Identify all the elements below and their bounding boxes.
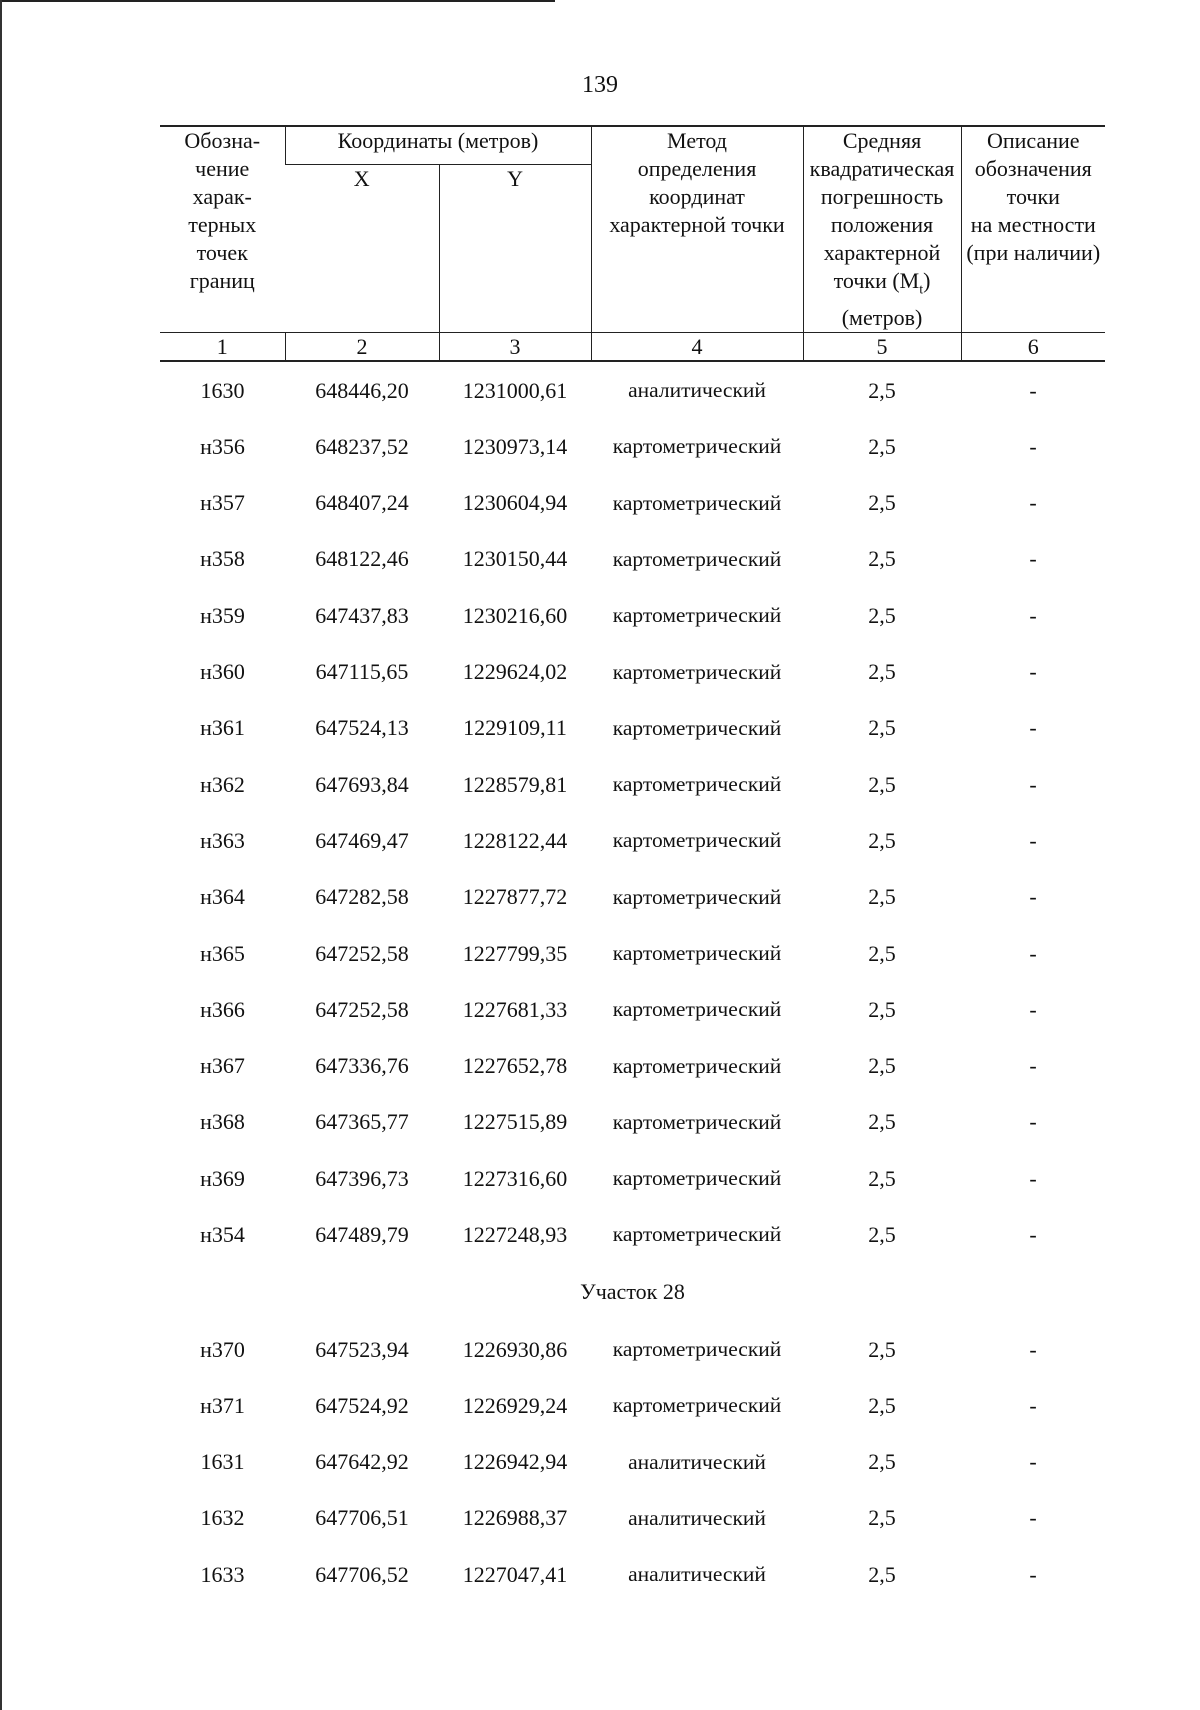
- cell-x: 647489,79: [315, 1221, 409, 1247]
- cell-description: -: [1029, 827, 1037, 853]
- header-line: точки: [1006, 184, 1060, 209]
- header-line: [804, 267, 961, 304]
- cell-y: 1228122,44: [462, 827, 568, 853]
- cell-method: картометрический: [612, 434, 782, 459]
- cell-x: 647706,52: [315, 1561, 409, 1587]
- cell-method: аналитический: [628, 378, 766, 403]
- table-row: [160, 1378, 1105, 1434]
- cell-description: -: [1029, 1165, 1037, 1191]
- table-row: [160, 1434, 1105, 1490]
- cell-error: 2,5: [868, 771, 896, 797]
- cell-error: 2,5: [868, 1165, 896, 1191]
- cell-y: 1226930,86: [462, 1336, 568, 1362]
- cell-x: 647252,58: [315, 996, 409, 1022]
- cell-x: 647469,47: [315, 827, 409, 853]
- header-point-designation: [160, 126, 285, 333]
- header-line: Средняя: [842, 128, 922, 153]
- cell-y: 1227877,72: [462, 884, 568, 910]
- cell-error: 2,5: [868, 1221, 896, 1247]
- column-number: 4: [591, 333, 803, 362]
- cell-point: н364: [200, 884, 245, 910]
- cell-x: 647282,58: [315, 884, 409, 910]
- table-row: [160, 475, 1105, 531]
- table-row: [160, 1094, 1105, 1150]
- column-number: 1: [160, 333, 285, 362]
- header-method: [591, 126, 803, 333]
- cell-point: н366: [200, 996, 245, 1022]
- header-x: X: [353, 166, 370, 192]
- cell-description: -: [1029, 1449, 1037, 1475]
- table-row: [160, 1321, 1105, 1377]
- cell-y: 1230604,94: [462, 490, 568, 516]
- cell-point: н359: [200, 602, 245, 628]
- cell-y: 1227799,35: [462, 940, 568, 966]
- header-line: характерной: [823, 240, 941, 265]
- cell-method: аналитический: [628, 1449, 766, 1474]
- cell-method: картометрический: [612, 490, 782, 515]
- cell-method: картометрический: [612, 941, 782, 965]
- cell-point: 1630: [200, 377, 245, 403]
- cell-x: 647252,58: [315, 940, 409, 966]
- cell-method: аналитический: [628, 1562, 766, 1587]
- cell-error: 2,5: [868, 602, 896, 628]
- header-line: положения: [830, 212, 934, 237]
- cell-x: 648237,52: [315, 433, 409, 459]
- header-coordinates: Координаты (метров): [285, 126, 591, 165]
- table-row: [160, 1547, 1105, 1603]
- cell-x: 647524,13: [315, 715, 409, 741]
- cell-method: картометрический: [612, 1222, 782, 1247]
- cell-y: 1230150,44: [462, 546, 568, 572]
- table-header: [160, 126, 1105, 361]
- cell-error: 2,5: [868, 490, 896, 516]
- cell-point: н358: [200, 546, 245, 572]
- cell-point: н363: [200, 827, 245, 853]
- cell-x: 647524,92: [315, 1392, 409, 1418]
- coordinates-table: [160, 125, 1105, 1603]
- cell-description: -: [1029, 546, 1037, 572]
- cell-description: -: [1029, 1336, 1037, 1362]
- cell-y: 1231000,61: [462, 377, 568, 403]
- cell-method: картометрический: [612, 715, 782, 740]
- table-row: [160, 1151, 1105, 1207]
- header-subscript: t: [919, 282, 924, 298]
- cell-x: 647523,94: [315, 1336, 409, 1362]
- cell-description: -: [1029, 490, 1037, 516]
- header-line: квадратическая: [809, 156, 955, 181]
- cell-description: -: [1029, 1505, 1037, 1531]
- cell-x: 647365,77: [315, 1109, 409, 1135]
- header-line: характерной точки: [609, 212, 785, 237]
- cell-y: 1226942,94: [462, 1449, 568, 1475]
- cell-description: -: [1029, 1053, 1037, 1079]
- cell-y: 1227047,41: [462, 1561, 568, 1587]
- cell-point: н357: [200, 490, 245, 516]
- cell-description: -: [1029, 602, 1037, 628]
- cell-method: картометрический: [612, 828, 782, 853]
- header-line: харак-: [192, 184, 252, 209]
- cell-point: н370: [200, 1336, 245, 1362]
- table-row: [160, 700, 1105, 756]
- cell-error: 2,5: [868, 433, 896, 459]
- cell-y: 1226988,37: [462, 1505, 568, 1531]
- cell-y: 1230973,14: [462, 433, 568, 459]
- cell-y: 1227681,33: [462, 996, 568, 1022]
- section-block: [160, 1263, 1105, 1321]
- cell-description: -: [1029, 940, 1037, 966]
- header-line: (при наличии): [966, 240, 1101, 265]
- table-body-part2: [160, 1321, 1105, 1602]
- column-number: 5: [803, 333, 961, 362]
- cell-x: 648407,24: [315, 490, 409, 516]
- cell-y: 1227515,89: [462, 1109, 568, 1135]
- header-y: Y: [439, 165, 591, 333]
- header-line: на местности: [970, 212, 1096, 237]
- cell-description: -: [1029, 1561, 1037, 1587]
- cell-y: 1230216,60: [462, 602, 568, 628]
- cell-method: картометрический: [612, 603, 782, 628]
- header-line: погрешность: [820, 184, 944, 209]
- cell-point: н371: [200, 1392, 245, 1418]
- cell-description: -: [1029, 771, 1037, 797]
- header-mean-square-error: [803, 126, 961, 333]
- cell-error: 2,5: [868, 546, 896, 572]
- cell-x: 647115,65: [315, 659, 409, 685]
- header-line: границ: [189, 268, 255, 293]
- cell-error: 2,5: [868, 827, 896, 853]
- cell-error: 2,5: [868, 1109, 896, 1135]
- table-row: [160, 925, 1105, 981]
- header-line: Описание: [986, 128, 1080, 153]
- cell-description: -: [1029, 884, 1037, 910]
- header-line: точек: [196, 240, 248, 265]
- cell-method: картометрический: [612, 1109, 782, 1134]
- cell-method: картометрический: [612, 659, 782, 684]
- cell-method: картометрический: [612, 1053, 782, 1078]
- header-line: координат: [649, 184, 745, 209]
- header-line: терных: [188, 212, 257, 237]
- cell-y: 1229109,11: [463, 715, 567, 741]
- cell-description: -: [1029, 1221, 1037, 1247]
- cell-error: 2,5: [868, 884, 896, 910]
- cell-point: н361: [200, 715, 245, 741]
- cell-x: 647693,84: [315, 771, 409, 797]
- cell-x: 647706,51: [315, 1505, 409, 1531]
- cell-point: н354: [200, 1221, 245, 1247]
- cell-method: картометрический: [612, 884, 782, 909]
- cell-description: -: [1029, 1109, 1037, 1135]
- table-row: [160, 1207, 1105, 1263]
- header-line: чение: [195, 156, 250, 181]
- cell-y: 1228579,81: [462, 771, 568, 797]
- cell-y: 1227316,60: [462, 1165, 568, 1191]
- header-line: обозначения: [974, 156, 1092, 181]
- cell-y: 1226929,24: [462, 1392, 568, 1418]
- table-row: [160, 1490, 1105, 1546]
- cell-description: -: [1029, 1392, 1037, 1418]
- cell-error: 2,5: [868, 940, 896, 966]
- cell-error: 2,5: [868, 377, 896, 403]
- table-row: [160, 756, 1105, 812]
- cell-x: 647336,76: [315, 1053, 409, 1079]
- cell-x: 648446,20: [315, 377, 409, 403]
- table-row: [160, 361, 1105, 418]
- header-text: ): [923, 268, 931, 293]
- cell-description: -: [1029, 433, 1037, 459]
- table-row: [160, 813, 1105, 869]
- column-numbers-row: [160, 333, 1105, 362]
- cell-method: картометрический: [612, 772, 782, 797]
- cell-error: 2,5: [868, 1449, 896, 1475]
- cell-point: 1632: [200, 1505, 245, 1531]
- header-description: [961, 126, 1105, 333]
- table-row: [160, 982, 1105, 1038]
- cell-point: 1631: [200, 1449, 245, 1475]
- cell-x: 647396,73: [315, 1165, 409, 1191]
- cell-point: н369: [200, 1165, 245, 1191]
- column-number: 6: [961, 333, 1105, 362]
- cell-x: 648122,46: [315, 546, 409, 572]
- cell-error: 2,5: [868, 1505, 896, 1531]
- header-line: Обозна-: [184, 128, 261, 153]
- cell-error: 2,5: [868, 1561, 896, 1587]
- cell-point: н365: [200, 940, 245, 966]
- cell-error: 2,5: [868, 1336, 896, 1362]
- cell-y: 1227248,93: [462, 1221, 568, 1247]
- cell-description: -: [1029, 377, 1037, 403]
- table-row: [160, 644, 1105, 700]
- cell-y: 1227652,78: [462, 1053, 568, 1079]
- cell-description: -: [1029, 996, 1037, 1022]
- cell-method: аналитический: [628, 1505, 766, 1530]
- header-line: определения: [637, 156, 757, 181]
- cell-error: 2,5: [868, 659, 896, 685]
- cell-method: картометрический: [612, 1166, 782, 1191]
- top-edge-rule: [0, 0, 555, 2]
- cell-x: 647437,83: [315, 602, 409, 628]
- header-line: Метод: [667, 128, 727, 153]
- table-body-part1: [160, 361, 1105, 1263]
- section-title: Участок 28: [580, 1279, 685, 1305]
- table-row: [160, 419, 1105, 475]
- cell-description: -: [1029, 715, 1037, 741]
- cell-description: -: [1029, 659, 1037, 685]
- cell-point: н356: [200, 433, 245, 459]
- column-number: 2: [285, 333, 439, 362]
- cell-error: 2,5: [868, 1053, 896, 1079]
- section-row: [160, 1263, 1105, 1321]
- cell-error: 2,5: [868, 1392, 896, 1418]
- cell-point: 1633: [200, 1561, 245, 1587]
- cell-point: н362: [200, 771, 245, 797]
- table-row: [160, 588, 1105, 644]
- table-row: [160, 531, 1105, 587]
- header-line: (метров): [841, 305, 923, 331]
- cell-point: н367: [200, 1053, 245, 1079]
- cell-error: 2,5: [868, 715, 896, 741]
- cell-x: 647642,92: [315, 1449, 409, 1475]
- cell-y: 1229624,02: [462, 659, 568, 685]
- cell-method: картометрический: [612, 1337, 782, 1362]
- cell-method: картометрический: [612, 997, 782, 1022]
- column-number: 3: [439, 333, 591, 362]
- cell-method: картометрический: [612, 1393, 782, 1418]
- cell-error: 2,5: [868, 996, 896, 1022]
- table-row: [160, 869, 1105, 925]
- left-edge-rule: [0, 0, 2, 1710]
- cell-method: картометрический: [612, 546, 782, 571]
- page-number: 139: [582, 72, 618, 98]
- header-text: точки (M: [833, 268, 920, 293]
- cell-point: н368: [200, 1109, 245, 1135]
- table-row: [160, 1038, 1105, 1094]
- cell-point: н360: [200, 659, 245, 685]
